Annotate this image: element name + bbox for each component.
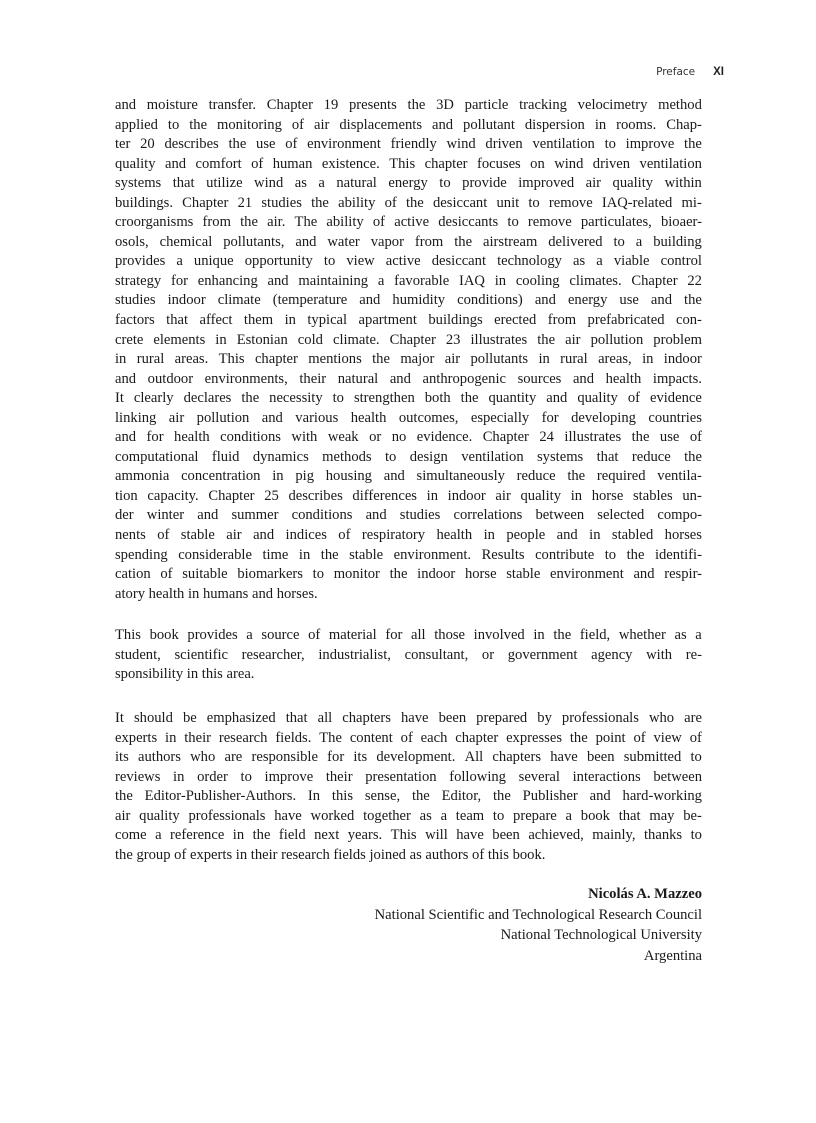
- text-line: its authors who are responsible for its development. All chapters have been submitted to: [115, 749, 702, 766]
- running-header: [656, 66, 724, 78]
- text-line: atory health in humans and horses.: [115, 585, 318, 602]
- affiliation-university: National Technological University: [500, 927, 702, 943]
- text-line: come a reference in the field next years. This will have been achieved, mainly, thanks to: [115, 827, 702, 844]
- text-line: cation of suitable biomarkers to monitor the indoor horse stable environment and respir-: [115, 566, 702, 583]
- text-line: It should be emphasized that all chapters have been prepared by professionals who are: [115, 710, 702, 726]
- text-line: buildings. Chapter 21 studies the ability of the desiccant unit to remove IAQ-related mi-: [115, 194, 702, 211]
- text-line: spending considerable time in the stable environment. Results contribute to the identifi-: [115, 546, 702, 563]
- text-line: the group of experts in their research fields joined as authors of this book.: [115, 846, 546, 863]
- section-title: Preface: [656, 66, 696, 78]
- text-line: student, scientific researcher, industrialist, consultant, or government agency with re-: [115, 646, 702, 663]
- text-line: studies indoor climate (temperature and humidity conditions) and energy use and the: [115, 292, 702, 309]
- text-line: applied to the monitoring of air displacements and pollutant dispersion in rooms. Chap-: [115, 116, 702, 133]
- text-line: linking air pollution and various health outcomes, especially for developing countries: [115, 409, 702, 426]
- text-line: crete elements in Estonian cold climate. Chapter 23 illustrates the air pollution problem: [115, 331, 702, 348]
- text-line: ammonia concentration in pig housing and simultaneously reduce the required ventila-: [115, 468, 702, 485]
- text-line: and moisture transfer. Chapter 19 presents the 3D particle tracking velocimetry method: [115, 97, 702, 113]
- text-line: It clearly declares the necessity to strengthen both the quantity and quality of evidence: [115, 390, 702, 407]
- text-line: nents of stable air and indices of respiratory health in people and in stabled horses: [115, 527, 702, 544]
- paragraph-chapters-summary: [115, 96, 702, 604]
- text-line: and outdoor environments, their natural and anthropogenic sources and health impacts.: [115, 370, 702, 387]
- author-name: Nicolás A. Mazzeo: [588, 886, 702, 902]
- text-line: experts in their research fields. The content of each chapter expresses the point of view of: [115, 729, 702, 746]
- text-line: and for health conditions with weak or no evidence. Chapter 24 illustrates the use of: [115, 429, 702, 446]
- affiliation-council: National Scientific and Technological Research Council: [374, 906, 702, 923]
- text-line: tion capacity. Chapter 25 describes differences in indoor air quality in horse stables un-: [115, 487, 702, 504]
- affiliation-country: Argentina: [643, 947, 702, 964]
- text-line: the Editor-Publisher-Authors. In this sense, the Editor, the Publisher and hard-working: [115, 788, 702, 805]
- text-line: croorganisms from the air. The ability of active desiccants to remove particulates, bioaer-: [115, 214, 702, 231]
- text-line: in rural areas. This chapter mentions the major air pollutants in rural areas, in indoor: [115, 351, 702, 368]
- text-line: systems that utilize wind as a natural energy to provide improved air quality within: [115, 175, 702, 192]
- paragraph-audience: [115, 626, 702, 685]
- page-number: XI: [713, 66, 724, 78]
- text-line: quality and comfort of human existence. This chapter focuses on wind driven ventilation: [115, 155, 702, 172]
- text-line: osols, chemical pollutants, and water vapor from the airstream delivered to a building: [115, 233, 702, 250]
- text-line: reviews in order to improve their presentation following several interactions between: [115, 768, 702, 785]
- text-line: sponsibility in this area.: [115, 666, 255, 683]
- text-line: This book provides a source of material for all those involved in the field, whether as a: [115, 627, 702, 643]
- text-line: air quality professionals have worked together as a team to prepare a book that may be-: [115, 807, 702, 824]
- text-line: der winter and summer conditions and studies correlations between selected compo-: [115, 507, 702, 524]
- text-line: factors that affect them in typical apartment buildings erected from prefabricated con-: [115, 312, 702, 329]
- text-line: ter 20 describes the use of environment friendly wind driven ventilation to improve the: [115, 136, 702, 153]
- text-line: computational fluid dynamics methods to design ventilation systems that reduce the: [115, 448, 702, 465]
- text-line: provides a unique opportunity to view active desiccant technology as a viable control: [115, 253, 702, 270]
- paragraph-acknowledgement: [115, 709, 702, 865]
- text-line: strategy for enhancing and maintaining a favorable IAQ in cooling climates. Chapter 22: [115, 272, 702, 289]
- signature-block: [375, 884, 702, 966]
